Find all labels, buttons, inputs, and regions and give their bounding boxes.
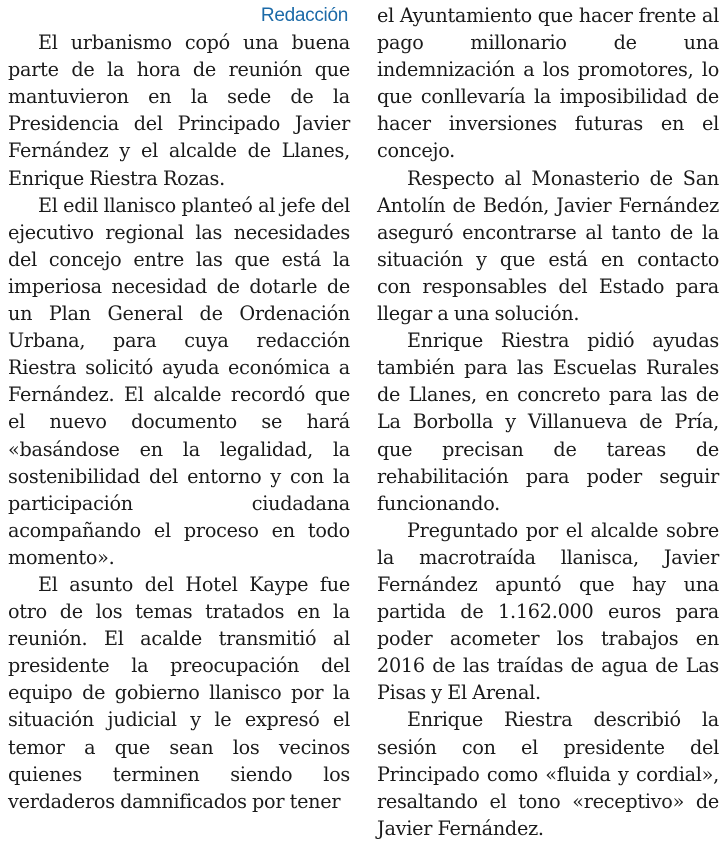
right-column (377, 2, 719, 857)
paragraph-sesion: Enrique Riestra describió la sesión con el presidente del Principado como «fluida y cordial», resaltando el tono «receptivo» de Javier Fernández. (377, 708, 719, 840)
paragraph-escuelas: Enrique Riestra pidió ayudas también para las Escuelas Rurales de Llanes, en concreto para las de La Borbolla y Villanueva de Pría, que precisan de tareas de rehabilitación para poder seguir funcionando. (377, 329, 719, 515)
paragraph-plan-general: El edil llanisco planteó al jefe del ejecutivo regional las necesidades del concejo entre las que está la imperiosa necesidad de dotarle de un Plan General de Ordenación Urbana, para cuya redacción Riestra solicitó ayuda económica a Fernández. El alcalde recordó que el nuevo documento se hará «basándose en la legalidad, la sostenibilidad del entorno y con la participación ciudadana acompañando el proceso en todo momento». (8, 193, 350, 569)
paragraph-urbanismo: El urbanismo copó una buena parte de la hora de reunión que mantuvieron en la sede de la Presidencia del Principado Javier Fernández y el alcalde de Llanes, Enrique Riestra Rozas. (8, 31, 350, 190)
byline: Redacción (260, 5, 348, 26)
paragraph-monasterio: Respecto al Monasterio de San Antolín de Bedón, Javier Fernández aseguró encontrarse al tanto de la situación y que está en contacto con responsables del Estado para llegar a una solución. (377, 166, 719, 326)
left-column (8, 2, 350, 857)
paragraph-hotel-kaype: El asunto del Hotel Kaype fue otro de los temas tratados en la reunión. El acalde transmitió al presidente la preocupación del equipo de gobierno llanisco por la situación judicial y le expresó el temor a que sean los vecinos quienes terminen siendo los verdaderos damnificados por tener (8, 572, 350, 813)
paragraph-continuation: el Ayuntamiento que hacer frente al pago millonario de una indemnización a los promotores, lo que conllevaría la imposibilidad de hacer inversiones futuras en el concejo. (377, 4, 719, 163)
paragraph-macrotraida: Preguntado por el alcalde sobre la macrotraída llanisca, Javier Fernández apuntó que hay una partida de 1.162.000 euros para poder acometer los trabajos en 2016 de las traídas de agua de Las Pisas y El Arenal. (377, 518, 719, 705)
